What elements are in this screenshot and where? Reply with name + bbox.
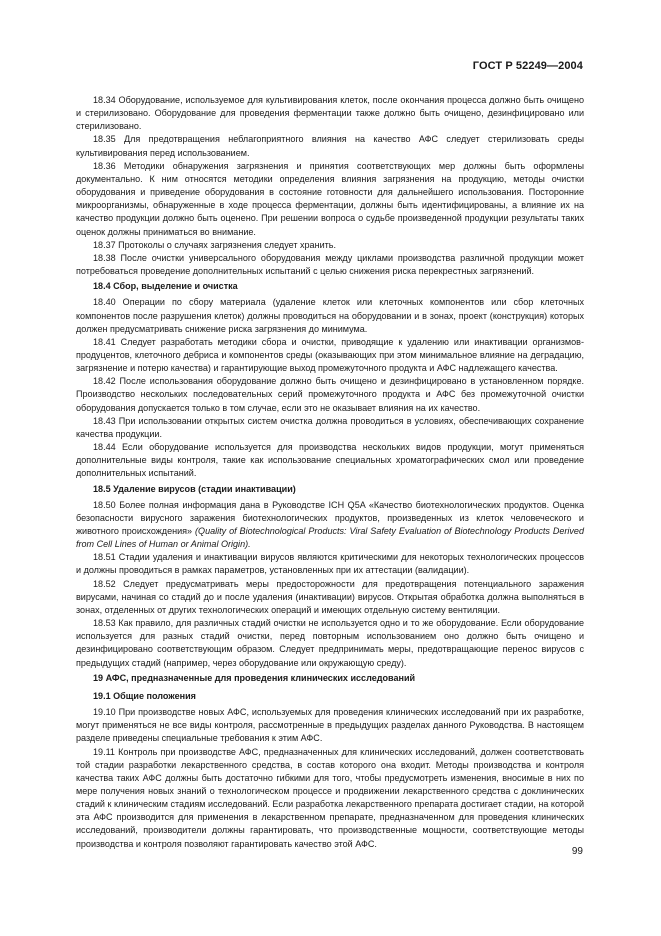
paragraph-18-52: 18.52 Следует предусматривать меры предосторожности для предотвращения потенциального заражения вирусами, начиная со стадий до и после удаления (инактивации) вирусов. Открытая обработка должна выполняться в зонах, отделенных от других технологических операций и имеющих отдельную систему вентиляции. (76, 578, 584, 615)
paragraph-18-40: 18.40 Операции по сбору материала (удаление клеток или клеточных компонентов или сбор клеточных компонентов после разрушения клеток) должны проводиться на оборудовании и в зонах, проект (конструкция) которых должен предусматривать снижение риска загрязнения до минимума. (76, 297, 584, 334)
paragraph-18-43: 18.43 При использовании открытых систем очистка должна проводиться в условиях, обеспечивающих сохранение качества продукции. (76, 415, 584, 439)
section-heading-19: 19 АФС, предназначенные для проведения клинических исследований (93, 672, 416, 683)
paragraph-18-42: 18.42 После использования оборудование должно быть очищено и дезинфицировано в установленном порядке. Производство нескольких последовательных серий промежуточного продукта и АФС без промежуточной очистки оборудования допускается только в том случае, если это не оказывает влияния на их качество. (76, 376, 584, 413)
section-heading-19-1: 19.1 Общие положения (93, 690, 196, 701)
document-body (76, 94, 584, 851)
section-heading-18-4: 18.4 Сбор, выделение и очистка (93, 281, 238, 292)
paragraph-18-37: 18.37 Протоколы о случаях загрязнения следует хранить. (93, 239, 337, 250)
section-heading-18-5: 18.5 Удаление вирусов (стадии инактивации) (93, 483, 296, 494)
paragraph-18-50 (76, 499, 584, 552)
paragraph-18-53: 18.53 Как правило, для различных стадий очистки не используется одно и то же оборудование. Если оборудование используется для разных стадий очистки, перед повторным использованием оно должно быть очищено и дезинфицировано соответствующим образом. Следует предпринимать меры, предотвращающие перенос вирусов с предыдущих стадий (например, через оборудование или окружающую среду). (76, 618, 584, 668)
page-number: 99 (571, 846, 583, 857)
paragraph-18-51: 18.51 Стадии удаления и инактивации вирусов являются критическими для некоторых технологических процессов и должны проводиться в рамках параметров, установленных при их аттестации (валидации). (76, 552, 584, 576)
paragraph-18-50-english-title: (Quality of Biotechnological Products: Viral Safety Evaluation of Biotechnology Products Derived from Cell Lines of Human or Animal Origin). (76, 526, 584, 550)
paragraph-18-50-text: 18.50 Более полная информация дана в Руководстве ICH Q5A «Качество биотехнологических продуктов. Оценка безопасности вирусного заражения биотехнологических продуктов, произведенных из клеток человеческого и животного происхождения» (76, 499, 584, 536)
paragraph-19-10: 19.10 При производстве новых АФС, используемых для проведения клинических исследований при их разработке, могут применяться не все виды контроля, рассмотренные в предыдущих разделах данного Руководства. В настоящем разделе приведены специальные требования к этим АФС. (76, 707, 584, 744)
paragraph-18-34: 18.34 Оборудование, используемое для культивирования клеток, после окончания процесса должно быть очищено и стерилизовано. Оборудование для проведения ферментации также должно быть очищено, дезинфицировано или стерилизовано. (76, 95, 584, 132)
paragraph-18-35: 18.35 Для предотвращения неблагоприятного влияния на качество АФС следует стерилизовать среды культивирования перед использованием. (76, 134, 584, 158)
paragraph-18-38: 18.38 После очистки универсального оборудования между циклами производства различной продукции может потребоваться проведение дополнительных испытаний с целью снижения риска перекрестных загрязнений. (76, 252, 584, 277)
paragraph-18-41: 18.41 Следует разработать методики сбора и очистки, приводящие к удалению или инактивации организмов-продуцентов, клеточного дебриса и компонентов среды (оказывающих при этом минимальное влияние на деградацию, загрязнение и потерю качества) и гарантирующие выход промежуточного продукта и АФС надлежащего качества. (76, 336, 584, 374)
paragraph-18-36: 18.36 Методики обнаружения загрязнения и принятия соответствующих мер должны быть оформлены документально. К ним относятся методики определения влияния загрязнения на продукцию, методы очистки оборудования и приведение оборудования в состояние готовности для дальнейшего использования. Посторонние микроорганизмы, обнаруженные в ходе процесса ферментации, должны быть идентифицированы, а влияние их на качество продукции должно быть оценено. При решении вопроса о судьбе произведенной продукции результаты таких оценок должны приниматься во внимание. (76, 160, 584, 237)
paragraph-19-11: 19.11 Контроль при производстве АФС, предназначенных для клинических исследований, должен соответствовать той стадии разработки лекарственного средства, в состав которого она входит. Методы производства и контроля качества таких АФС должны быть достаточно гибкими для того, чтобы предусмотреть изменения, вносимые в них по мере получения новых знаний о технологическом процессе и продвижении лекарственного средства с доклинических стадий к клиническим стадиям исследований. Если разработка лекарственного препарата достигает стадии, на которой эта АФС производится для применения в лекарственном препарате, предназначенном для проведения клинических исследований, производители должны гарантировать, что производственные мощности, соответствующие методы производства и контроля позволяют гарантировать качество этой АФС. (76, 746, 584, 849)
document-standard-id: ГОСТ Р 52249—2004 (472, 60, 583, 72)
paragraph-18-44: 18.44 Если оборудование используется для производства нескольких видов продукции, могут применяться дополнительные виды контроля, такие как использование специальных хроматографических смол или проведение дополнительных испытаний. (76, 442, 584, 479)
